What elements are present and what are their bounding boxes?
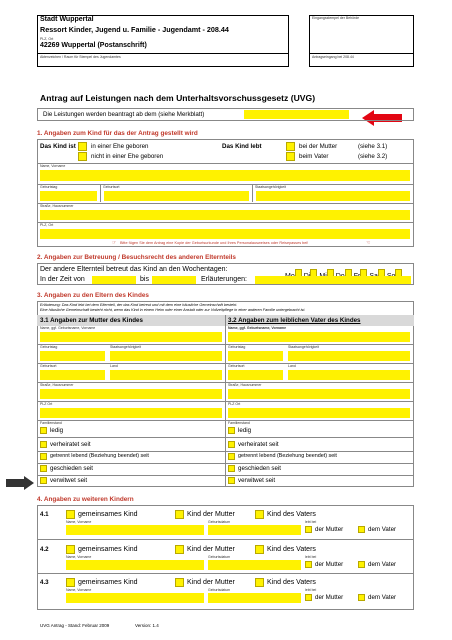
city-line: 42269 Wuppertal (Postanschrift) xyxy=(40,42,147,49)
child-row-1-name-field[interactable] xyxy=(66,525,204,535)
s4-divider-1 xyxy=(37,539,414,540)
address-plz-label: PLZ, Ort xyxy=(40,37,54,41)
child-row-1-birthdate-field[interactable] xyxy=(208,525,301,535)
child-row-3-lw-mother-checkbox[interactable] xyxy=(305,594,312,601)
father-ref: (siehe 3.2) xyxy=(358,153,388,160)
child-row-3-number: 4.3 xyxy=(40,579,49,586)
father-country-field[interactable] xyxy=(288,370,410,380)
mother-birthdate-label: Geburtstag xyxy=(40,345,58,349)
father-street-field[interactable] xyxy=(228,389,410,399)
child-row-2-birthdate-label: Geburtsdatum xyxy=(208,555,231,559)
child-row-2-lw-mother-label: der Mutter xyxy=(315,561,344,568)
child-row-3-father-checkbox[interactable] xyxy=(255,578,264,587)
father-birthplace-label: Geburtsort xyxy=(228,364,245,368)
child-plz-label: PLZ, Ort xyxy=(40,223,54,227)
mother-heading: 3.1 Angaben zur Mutter des Kindes xyxy=(37,315,225,326)
child-row-1-mother-label: Kind der Mutter xyxy=(187,511,235,518)
note-icon: ☞ xyxy=(112,240,117,246)
child-street-label: Straße, Hausnummer xyxy=(40,204,74,208)
s3-divider-9 xyxy=(37,475,414,476)
child-row-2-lw-mother-checkbox[interactable] xyxy=(305,561,312,568)
child-row-2-name-label: Name, Vorname xyxy=(66,555,92,559)
father-status-ledig-label: ledig xyxy=(238,427,252,434)
born-in-marriage-checkbox[interactable] xyxy=(78,142,87,151)
child-row-1-common-checkbox[interactable] xyxy=(66,510,75,519)
child-row-3-father-label: Kind des Vaters xyxy=(267,579,316,586)
footer-form-id: UVG Antrag - Stand: Februar 2009 xyxy=(40,623,110,628)
mother-street-field[interactable] xyxy=(40,389,222,399)
section1-heading: 1. Angaben zum Kind für das der Antrag gestellt wird xyxy=(37,130,198,137)
child-row-2-lives-label: lebt bei xyxy=(305,555,317,559)
child-row-2-number: 4.2 xyxy=(40,546,49,553)
mother-status-separated-checkbox[interactable] xyxy=(40,453,47,460)
time-to-label: bis xyxy=(140,276,149,283)
child-row-1-number: 4.1 xyxy=(40,511,49,518)
child-row-3-birthdate-label: Geburtsdatum xyxy=(208,588,231,592)
section3-heading: 3. Angaben zu den Eltern des Kindes xyxy=(37,292,149,299)
lives-with-mother-checkbox[interactable] xyxy=(286,142,295,151)
explanations-label: Erläuterungen: xyxy=(201,276,247,283)
born-out-marriage-checkbox[interactable] xyxy=(78,152,87,161)
father-status-separated-label: getrennt lebend (Beziehung beendet) seit xyxy=(238,453,337,459)
child-row-3-lives-label: lebt bei xyxy=(305,588,317,592)
father-plz-label: PLZ Ort xyxy=(228,402,241,406)
child-name-field[interactable] xyxy=(40,170,410,181)
intro-text: Die Leistungen werden beantragt ab dem (siehe Merkblatt) xyxy=(43,111,205,118)
mother-name-field[interactable] xyxy=(40,332,222,342)
mother-status-married-checkbox[interactable] xyxy=(40,441,47,448)
s3-divider-3 xyxy=(37,382,414,383)
s1-vdiv-2 xyxy=(252,184,253,202)
authority-name: Stadt Wuppertal xyxy=(40,16,94,23)
section2-heading: 2. Angaben zur Betreuung / Besuchsrecht des anderen Elternteils xyxy=(37,254,236,261)
child-row-3-birthdate-field[interactable] xyxy=(208,593,301,603)
time-to-field[interactable] xyxy=(152,276,196,284)
child-row-2-mother-checkbox[interactable] xyxy=(175,545,184,554)
child-row-1-lw-father-label: dem Vater xyxy=(368,526,397,533)
s1-divider-3 xyxy=(37,203,414,204)
father-heading: 3.2 Angaben zum leiblichen Vater des Kindes xyxy=(225,315,414,326)
father-status-ledig-checkbox[interactable] xyxy=(228,427,235,434)
father-country-label: Land xyxy=(288,364,296,368)
child-name-label: Name, Vorname xyxy=(40,164,66,168)
mother-status-widowed-checkbox[interactable] xyxy=(40,477,47,484)
child-nationality-field[interactable] xyxy=(256,191,410,201)
s3-divider-5 xyxy=(37,420,414,421)
section4-heading: 4. Angaben zu weiteren Kindern xyxy=(37,496,134,503)
start-date-field[interactable] xyxy=(244,110,349,119)
s1-divider-4 xyxy=(37,222,414,223)
mother-status-divorced-checkbox[interactable] xyxy=(40,465,47,472)
child-row-2-lw-father-checkbox[interactable] xyxy=(358,561,365,568)
s1-divider-2 xyxy=(37,184,414,185)
s3-divider-4 xyxy=(37,401,414,402)
mother-plz-field[interactable] xyxy=(40,408,222,418)
child-row-3-lw-father-checkbox[interactable] xyxy=(358,594,365,601)
child-row-1-lw-father-checkbox[interactable] xyxy=(358,526,365,533)
address-divider xyxy=(37,53,289,54)
child-row-2-name-field[interactable] xyxy=(66,560,204,570)
child-row-1-lw-mother-checkbox[interactable] xyxy=(305,526,312,533)
child-birthdate-field[interactable] xyxy=(40,191,97,201)
father-street-label: Straße, Hausnummer xyxy=(228,383,262,387)
lives-with-father-label: beim Vater xyxy=(299,153,329,160)
father-birthdate-field[interactable] xyxy=(228,351,283,361)
child-row-3-common-label: gemeinsames Kind xyxy=(78,579,138,586)
child-lives-label: Das Kind lebt xyxy=(222,143,262,150)
time-from-field[interactable] xyxy=(92,276,136,284)
born-in-marriage-label: in einer Ehe geboren xyxy=(91,143,149,150)
child-row-3-common-checkbox[interactable] xyxy=(66,578,75,587)
father-status-divorced-checkbox[interactable] xyxy=(228,465,235,472)
born-out-marriage-label: nicht in einer Ehe geboren xyxy=(91,153,164,160)
father-status-widowed-label: verwitwet seit xyxy=(238,477,276,484)
footer-version: Version: 1.4 xyxy=(135,623,159,628)
child-birthplace-label: Geburtsort xyxy=(103,185,120,189)
mother-status-widowed-label: verwitwet seit xyxy=(50,477,88,484)
child-birthdate-label: Geburtstag xyxy=(40,185,58,189)
mother-birthplace-field[interactable] xyxy=(40,370,105,380)
father-status-married-checkbox[interactable] xyxy=(228,441,235,448)
mother-status-divorced-label: geschieden seit xyxy=(50,465,93,472)
note-icon-end: ☜ xyxy=(366,240,371,246)
mother-ref: (siehe 3.1) xyxy=(358,143,388,150)
department-name: Ressort Kinder, Jugend u. Familie - Jugendamt - 208.44 xyxy=(40,25,229,34)
child-row-2-father-label: Kind des Vaters xyxy=(267,546,316,553)
explanations-field[interactable] xyxy=(255,276,411,284)
child-street-field[interactable] xyxy=(40,210,410,220)
child-row-1-lw-mother-label: der Mutter xyxy=(315,526,344,533)
father-birthplace-field[interactable] xyxy=(228,370,283,380)
child-row-1-common-label: gemeinsames Kind xyxy=(78,511,138,518)
child-row-3-name-label: Name, Vorname xyxy=(66,588,92,592)
weekday-group xyxy=(285,265,413,275)
s3-divider-6 xyxy=(37,437,414,438)
father-name-field[interactable] xyxy=(228,332,410,342)
father-status-widowed-checkbox[interactable] xyxy=(228,477,235,484)
child-row-2-father-checkbox[interactable] xyxy=(255,545,264,554)
child-row-1-father-checkbox[interactable] xyxy=(255,510,264,519)
child-row-3-mother-checkbox[interactable] xyxy=(175,578,184,587)
child-is-label: Das Kind ist xyxy=(40,143,76,150)
mother-status-ledig-checkbox[interactable] xyxy=(40,427,47,434)
mother-plz-label: PLZ Ort xyxy=(40,402,53,406)
mother-status-label: Familienstand xyxy=(40,421,62,425)
lives-with-mother-label: bei der Mutter xyxy=(299,143,338,150)
s3-divider-2 xyxy=(37,363,414,364)
child-plz-field[interactable] xyxy=(40,229,410,239)
child-row-1-mother-checkbox[interactable] xyxy=(175,510,184,519)
mother-status-separated-label: getrennt lebend (Beziehung beendet) seit xyxy=(50,453,149,459)
child-row-2-mother-label: Kind der Mutter xyxy=(187,546,235,553)
father-status-divorced-label: geschieden seit xyxy=(238,465,281,472)
s1-divider-1 xyxy=(37,163,414,164)
care-days-text: Der andere Elternteil betreut das Kind an den Wochentagen: xyxy=(40,266,228,273)
father-status-married-label: verheiratet seit xyxy=(238,441,279,448)
mother-street-label: Straße, Hausnummer xyxy=(40,383,74,387)
form-title: Antrag auf Leistungen nach dem Unterhaltsvorschussgesetz (UVG) xyxy=(40,93,316,103)
parents-explanation-2: Eine häusliche Gemeinschaft besteht nicht, wenn das Kind in einem Heim oder einer Anstalt oder zur Vollzeitpflege in einer anderen Familie untergebracht ist. xyxy=(40,308,306,312)
receipt-stamp-box xyxy=(309,15,414,67)
child-row-2-common-label: gemeinsames Kind xyxy=(78,546,138,553)
section4-arrow-icon xyxy=(6,476,34,490)
child-row-3-lw-mother-label: der Mutter xyxy=(315,594,344,601)
document-note: Bitte fügen Sie dem Antrag eine Kopie der Geburtsurkunde und Ihres Personalausweises oder Reisepasses bei! xyxy=(120,241,309,245)
child-row-1-lives-label: lebt bei xyxy=(305,520,317,524)
child-row-2-common-checkbox[interactable] xyxy=(66,545,75,554)
lives-with-father-checkbox[interactable] xyxy=(286,152,295,161)
receipt-divider xyxy=(309,53,414,54)
child-nationality-label: Staatsangehörigkeit xyxy=(255,185,286,189)
s3-divider-7 xyxy=(37,451,414,452)
child-row-1-father-label: Kind des Vaters xyxy=(267,511,316,518)
reference-label: Antragseingang bei 208.44 xyxy=(312,55,354,59)
s1-vdiv-1 xyxy=(100,184,101,202)
mother-country-label: Land xyxy=(110,364,118,368)
father-nationality-label: Staatsangehörigkeit xyxy=(288,345,319,349)
child-row-3-mother-label: Kind der Mutter xyxy=(187,579,235,586)
child-row-1-name-label: Name, Vorname xyxy=(66,520,92,524)
s3-divider-8 xyxy=(37,463,414,464)
child-row-1-birthdate-label: Geburtsdatum xyxy=(208,520,231,524)
s3-divider-1 xyxy=(37,344,414,345)
mother-status-married-label: verheiratet seit xyxy=(50,441,91,448)
father-nationality-field[interactable] xyxy=(288,351,410,361)
mother-country-field[interactable] xyxy=(110,370,222,380)
mother-status-ledig-label: ledig xyxy=(50,427,64,434)
father-plz-field[interactable] xyxy=(228,408,410,418)
receipt-stamp-label: Eingangsstempel der Behörde xyxy=(312,16,360,20)
mother-birthplace-label: Geburtsort xyxy=(40,364,57,368)
mother-name-label: Name, ggf. Geburtsname, Vorname xyxy=(40,326,96,330)
father-status-label: Familienstand xyxy=(228,421,250,425)
parents-explanation-1: Erläuterung: Das Kind lebt bei dem Elternteil, der das Kind betreut und mit dem eine häusliche Gemeinschaft besteht. xyxy=(40,303,238,307)
mother-birthdate-field[interactable] xyxy=(40,351,105,361)
child-row-2-lw-father-label: dem Vater xyxy=(368,561,397,568)
mother-nationality-field[interactable] xyxy=(110,351,222,361)
time-from-label: In der Zeit von xyxy=(40,276,85,283)
file-note-label: Aktenzeichen / Raum für Stempel des Jugendamtes xyxy=(40,55,121,59)
s4-divider-2 xyxy=(37,573,414,574)
father-name-label: Name, ggf. Geburtsname, Vorname xyxy=(228,326,287,330)
child-row-3-lw-father-label: dem Vater xyxy=(368,594,397,601)
child-row-3-name-field[interactable] xyxy=(66,593,204,603)
child-birthplace-field[interactable] xyxy=(104,191,249,201)
child-row-2-birthdate-field[interactable] xyxy=(208,560,301,570)
father-status-separated-checkbox[interactable] xyxy=(228,453,235,460)
father-birthdate-label: Geburtstag xyxy=(228,345,246,349)
mother-nationality-label: Staatsangehörigkeit xyxy=(110,345,141,349)
